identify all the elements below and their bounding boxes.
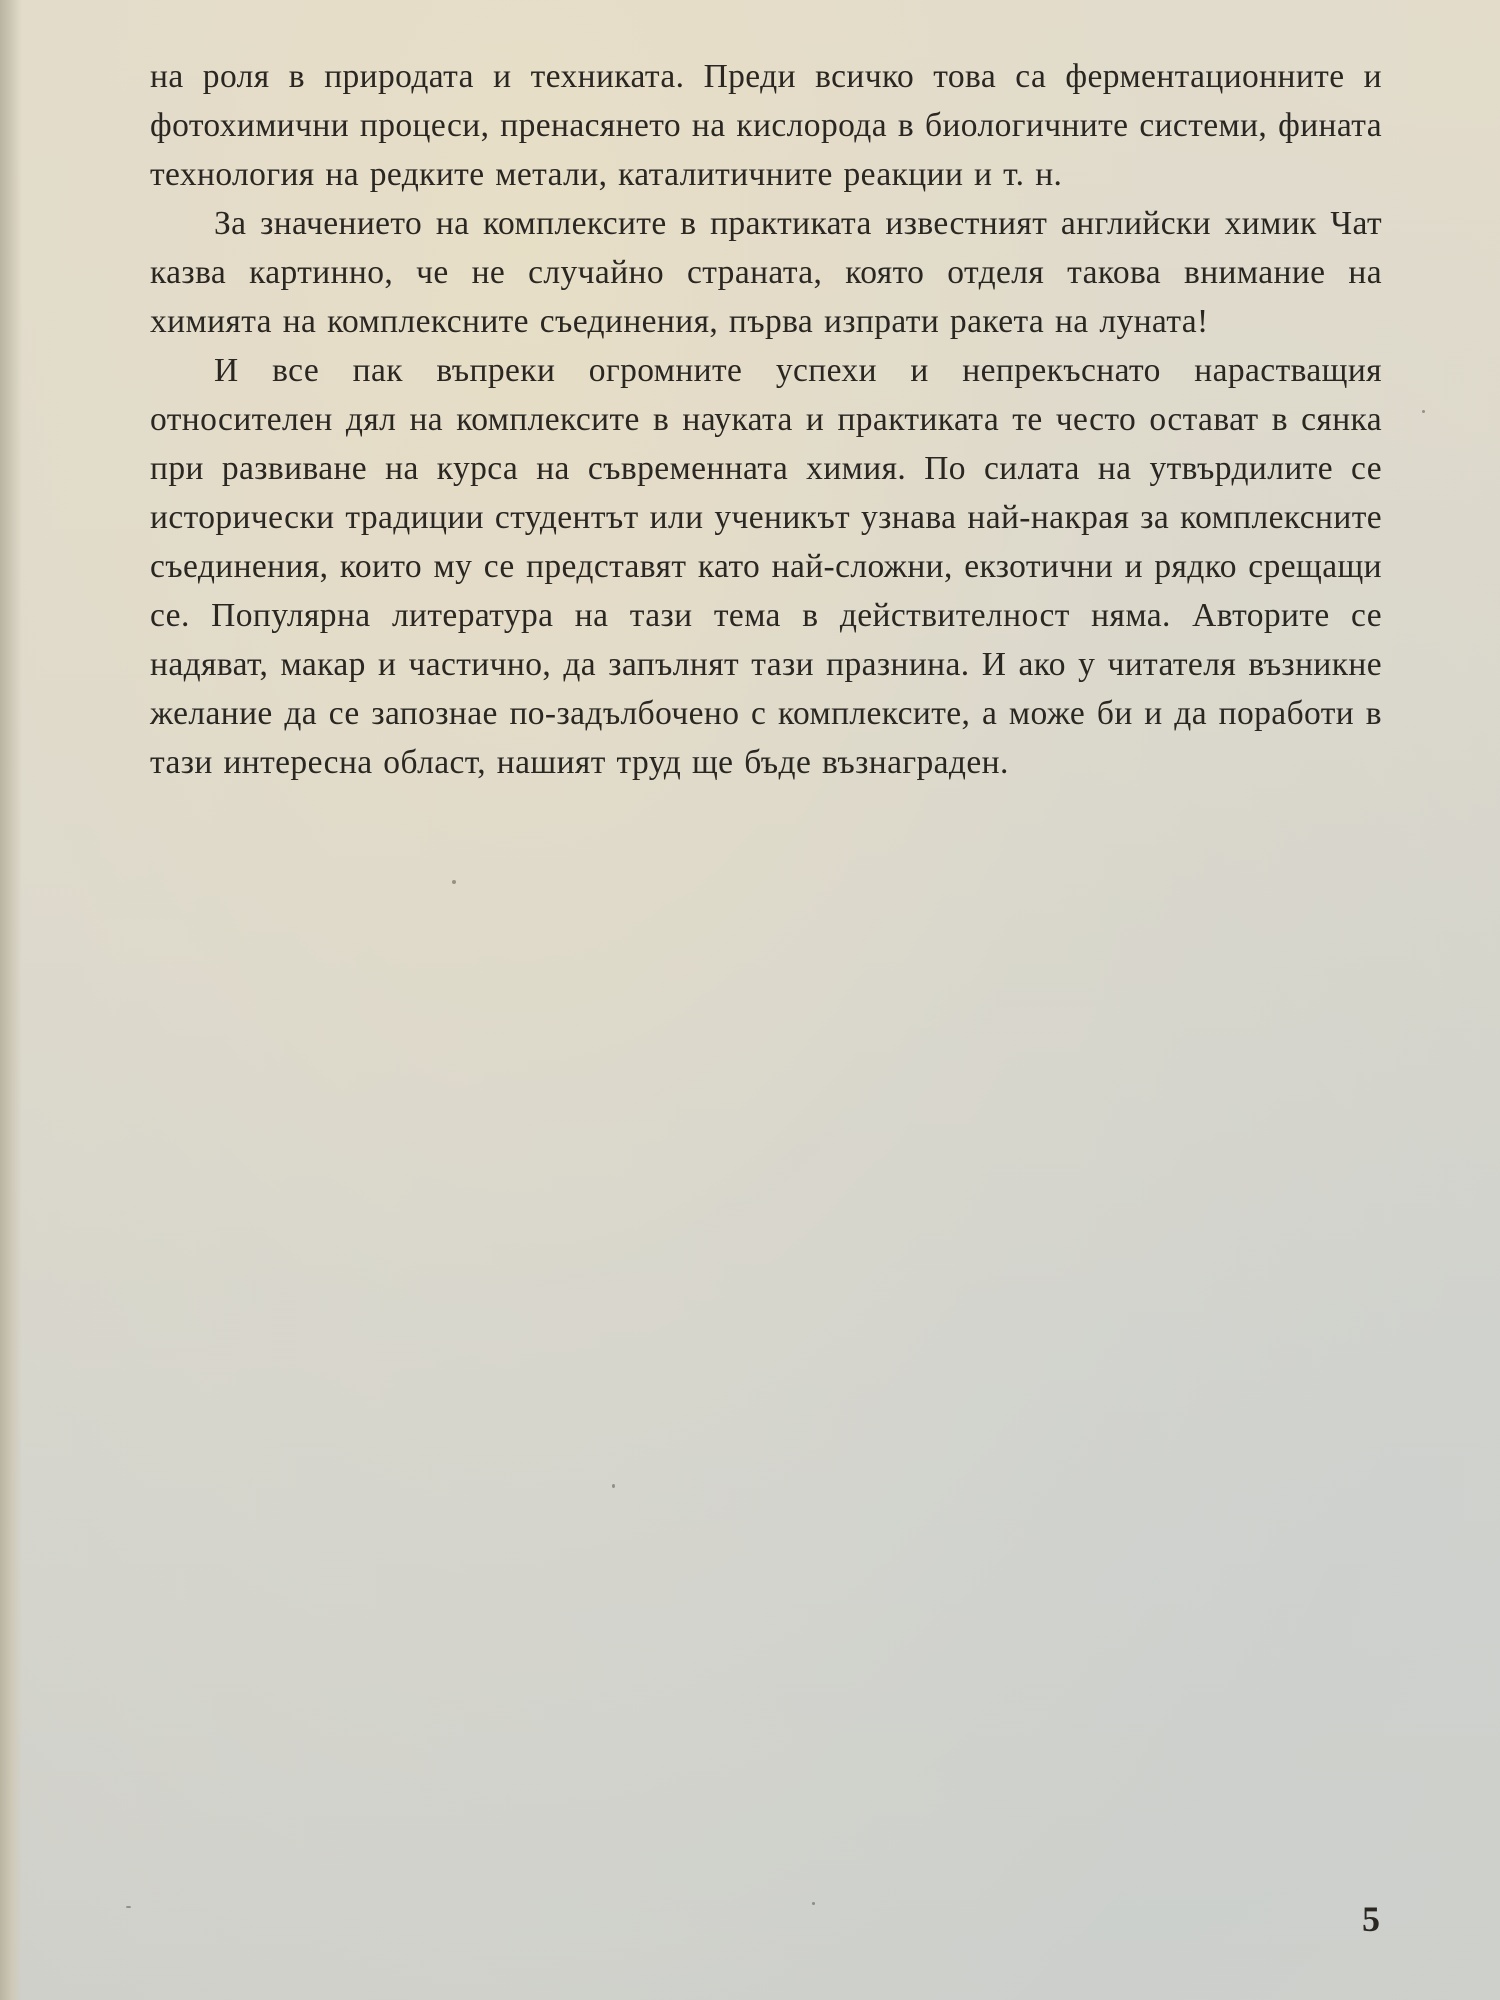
page-number: 5: [1362, 1899, 1380, 1939]
paragraph-authors-intent: И все пак въпреки огромните успехи и непрекъснато нарастващия относителен дял на комплексите в науката и практиката те често остават в сянка при развиване на курса на съвременната химия. По силата на утвърдилите се исторически традиции студентът или ученикът узнава най-накрая за комплексните съединения, които му се представят като най-сложни, екзотични и рядко срещащи се. Популярна литература на тази тема в действителност няма. Авторите се надяват, макар и частично, да запълнят тази празнина. И ако у читателя възникне желание да се запознае по-задълбочено с комплексите, а може би и да поработи в тази интересна област, нашият труд ще бъде възнаграден.: [150, 352, 1382, 781]
paper-speck: [612, 1484, 615, 1488]
paper-speck: [452, 880, 456, 884]
paper-speck: [1422, 410, 1425, 413]
paragraph-chat-quote: За значението на комплексите в практиката известният английски химик Чат казва картинно, че не случайно страната, която отделя такова внимание на химията на комплексните съединения, първа изпрати ракета на луната!: [150, 205, 1382, 340]
paper-speck: [126, 1906, 131, 1908]
page-binding-edge: [0, 0, 22, 2000]
paper-speck: [812, 1902, 815, 1905]
paragraph-continuation: на роля в природата и техниката. Преди всичко това са ферментационните и фотохимични процеси, пренасянето на кислорода в биологичните системи, фината технология на редките метали, каталитичните реакции и т. н.: [150, 58, 1382, 193]
body-text: [150, 52, 1382, 787]
